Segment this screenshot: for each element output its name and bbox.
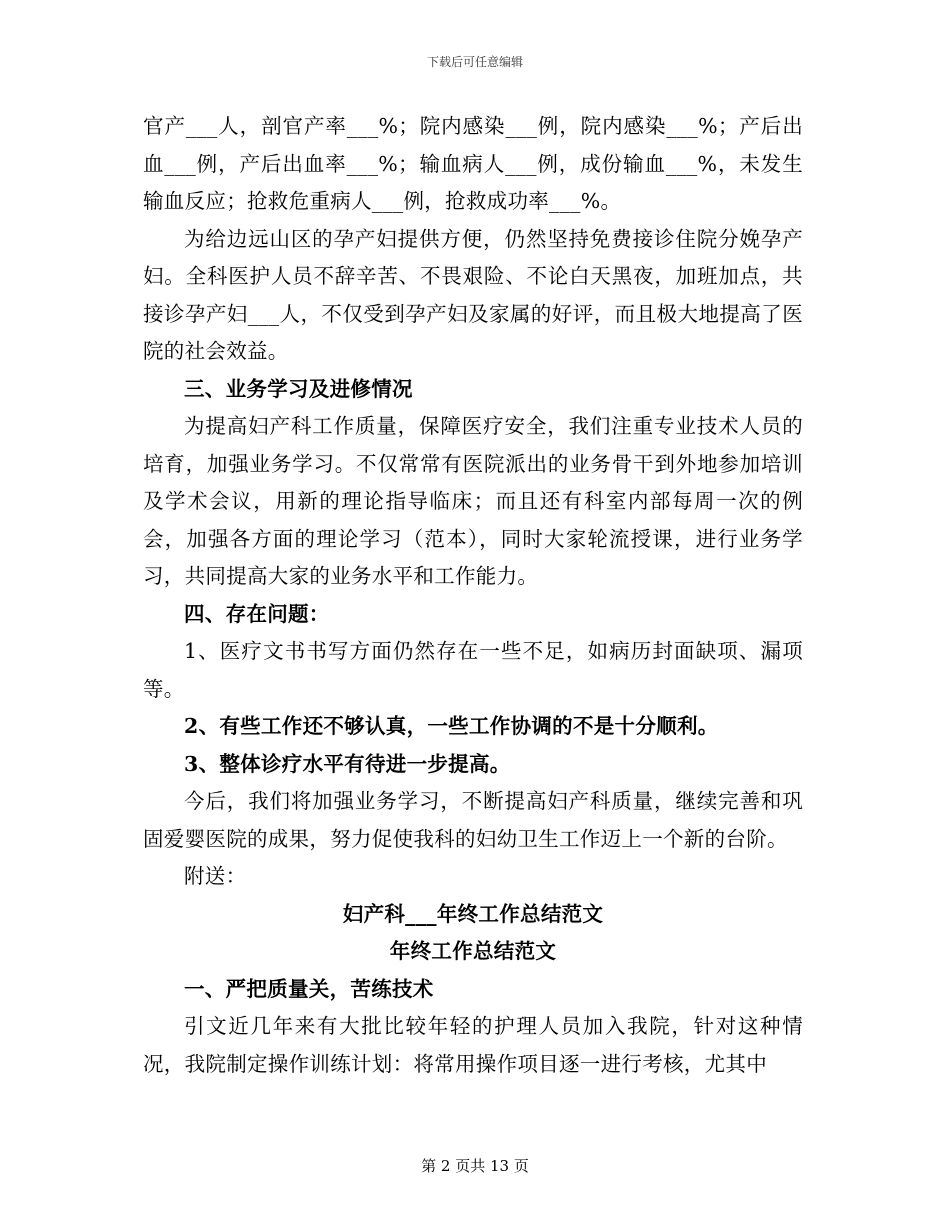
problem-item-2: 2、有些工作还不够认真，一些工作协调的不是十分顺利。 [184, 714, 719, 738]
section-heading-quality: 一、严把质量关，苦练技术 [184, 976, 434, 1001]
paragraph-statistics: 官产___人，剖官产率___%；院内感染___例，院内感染___%；产后出血___例，产后出血率___%；输血病人___例，成份输血___%，未发生输血反应；抢救危重病人___例，抢救成功率___%。 [143, 114, 803, 213]
section-heading-problems: 四、存在问题： [184, 601, 330, 626]
page-header: 下载后可任意编辑 [426, 55, 523, 69]
appendix-title: 妇产科___年终工作总结范文 [342, 901, 604, 926]
problem-item-3: 3、整体诊疗水平有待进一步提高。 [184, 751, 511, 776]
paragraph-training: 引文近几年来有大批比较年轻的护理人员加入我院，针对这种情况，我院制定操作训练计划：将常用操作项目逐一进行考核，尤其中 [143, 1014, 803, 1076]
paragraph-future: 今后，我们将加强业务学习，不断提高妇产科质量，继续完善和巩固爱婴医院的成果，努力促使我科的妇幼卫生工作迈上一个新的台阶。 [143, 789, 803, 851]
paragraph-study: 为提高妇产科工作质量，保障医疗安全，我们注重专业技术人员的培育，加强业务学习。不仅常常有医院派出的业务骨干到外地参加培训及学术会议，用新的理论指导临床；而且还有科室内部每周一次的例会，加强各方面的理论学习（范本），同时大家轮流授课，进行业务学习，共同提高大家的业务水平和工作能力。 [143, 414, 803, 588]
page-footer: 第 2 页共 13 页 [421, 1157, 529, 1175]
paragraph-remote-service: 为给边远山区的孕产妇提供方便，仍然坚持免费接诊住院分娩孕产妇。全科医护人员不辞辛苦、不畏艰险、不论白天黑夜，加班加点，共接诊孕产妇___人，不仅受到孕产妇及家属的好评，而且极大地提高了医院的社会效益。 [143, 226, 803, 363]
appendix-subtitle: 年终工作总结范文 [389, 939, 557, 963]
appendix-label: 附送： [184, 864, 247, 888]
document-body [143, 108, 803, 1083]
section-heading-study: 三、业务学习及进修情况 [184, 376, 413, 401]
problem-item-1: 1、医疗文书书写方面仍然存在一些不足，如病历封面缺项、漏项等。 [143, 639, 803, 701]
